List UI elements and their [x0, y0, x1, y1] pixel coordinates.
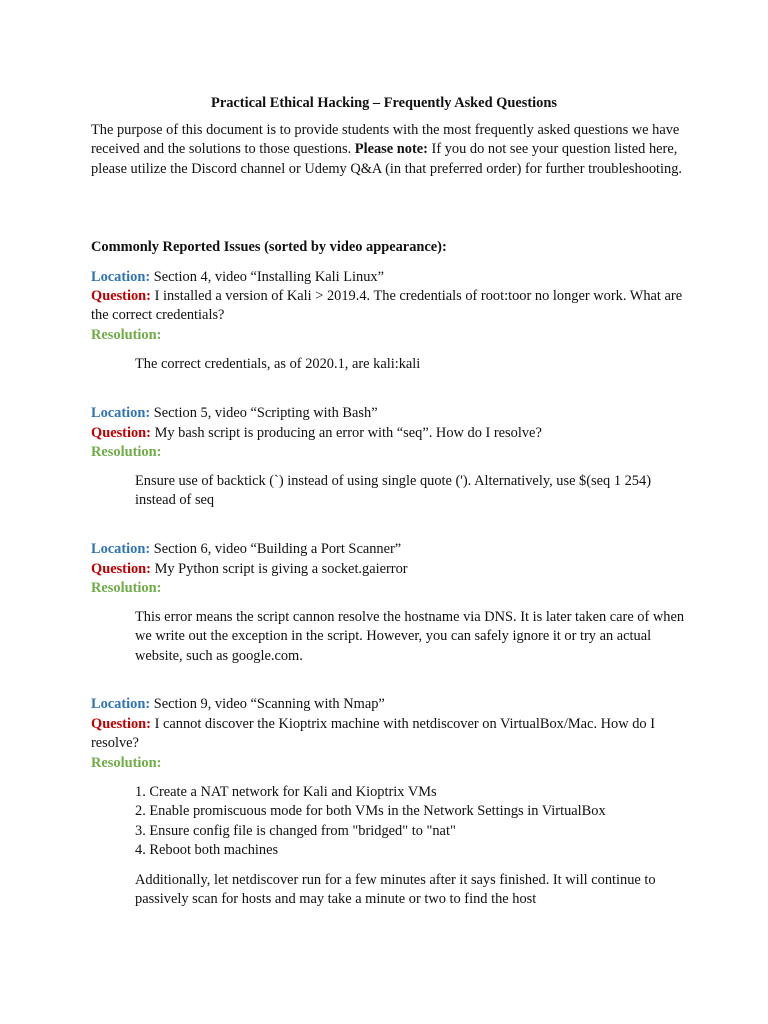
- intro-text-1: The purpose of this document is to provide students with the most frequently asked questions we have received and the solutions to those questions.: [91, 122, 680, 158]
- location-text: Section 4, video “Installing Kali Linux”: [153, 269, 384, 285]
- issue-1-resolution-label: Resolution:: [91, 327, 162, 343]
- intro-text-2: If you do not see your question listed here, please utilize the Discord channel or Udemy Q&A (in that preferred order) for further troubleshooting.: [91, 141, 683, 177]
- issue-3-resolution-label: Resolution:: [91, 580, 162, 596]
- issue-3-resolution-text: This error means the script cannon resolve the hostname via DNS. It is later taken care of when we write out the exception in the script. However, you can safely ignore it or try an actual website, such as google.com.: [135, 609, 685, 664]
- issue-1-location: [91, 268, 686, 287]
- issue-4-resolution-label: Resolution:: [91, 755, 162, 771]
- issue-2-resolution-text: Ensure use of backtick (`) instead of using single quote ('). Alternatively, use $(seq 1 254) instead of seq: [135, 473, 651, 509]
- issue-4-location: [91, 695, 686, 714]
- resolution-step: 2. Enable promiscuous mode for both VMs in the Network Settings in VirtualBox: [135, 803, 606, 820]
- intro-paragraph: [91, 121, 686, 179]
- question-label: Question:: [91, 561, 151, 577]
- resolution-step: 3. Ensure config file is changed from "bridged" to "nat": [135, 822, 456, 839]
- location-label: Location:: [91, 405, 151, 421]
- question-text: I installed a version of Kali > 2019.4. The credentials of root:toor no longer work. What are the correct credentials?: [91, 288, 683, 324]
- document-title: Practical Ethical Hacking – Frequently Asked Questions: [211, 95, 557, 111]
- question-label: Question:: [91, 716, 151, 732]
- question-label: Question:: [91, 425, 151, 441]
- resolution-step: 1. Create a NAT network for Kali and Kioptrix VMs: [135, 784, 437, 800]
- issue-3-question: [91, 560, 686, 579]
- question-text: I cannot discover the Kioptrix machine with netdiscover on VirtualBox/Mac. How do I resolve?: [91, 716, 656, 752]
- location-label: Location:: [91, 541, 151, 557]
- location-label: Location:: [91, 696, 151, 712]
- intro-note-label: Please note:: [354, 141, 428, 158]
- location-text: Section 6, video “Building a Port Scanner”: [153, 541, 402, 557]
- issue-2-resolution-label: Resolution:: [91, 444, 162, 460]
- resolution-step: 4. Reboot both machines: [135, 842, 279, 859]
- question-label: Question:: [91, 288, 151, 304]
- location-text: Section 9, video “Scanning with Nmap”: [153, 696, 385, 712]
- issue-2-question: [91, 424, 686, 443]
- issue-1-question: [91, 287, 686, 326]
- issue-3-location: [91, 540, 686, 559]
- issue-4-resolution-text: Additionally, let netdiscover run for a few minutes after it says finished. It will continue to passively scan for hosts and may take a minute or two to find the host: [135, 872, 656, 908]
- issue-2-location: [91, 404, 686, 423]
- location-text: Section 5, video “Scripting with Bash”: [153, 405, 378, 421]
- question-text: My bash script is producing an error with “seq”. How do I resolve?: [154, 425, 542, 441]
- section-heading: Commonly Reported Issues (sorted by video appearance):: [91, 239, 447, 255]
- question-text: My Python script is giving a socket.gaierror: [154, 561, 408, 577]
- resolution-steps-list: [135, 783, 606, 861]
- issue-1-resolution-text: The correct credentials, as of 2020.1, are kali:kali: [135, 356, 421, 372]
- issue-4-question: [91, 715, 686, 754]
- location-label: Location:: [91, 269, 151, 285]
